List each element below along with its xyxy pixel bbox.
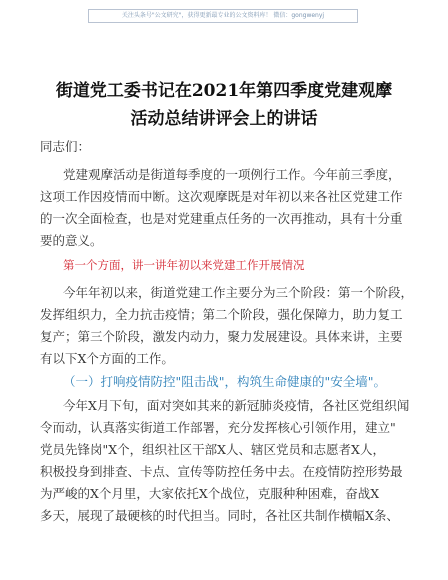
subsection-heading: （一）打响疫情防控"阻击战"，构筑生命健康的"安全墙"。 <box>63 374 386 389</box>
paragraph-line: 为严峻的X个月里，大家依托X个战位，克服种种困难，奋战X <box>40 486 380 501</box>
paragraph-line: 发挥组织力，全力抗击疫情；第二个阶段，强化保障力，助力复工 <box>40 307 403 322</box>
paragraph-line: 有以下X个方面的工作。 <box>40 351 174 366</box>
paragraph-line: 这项工作因疫情而中断。这次观摩既是对年初以来各社区党建工作 <box>40 189 403 204</box>
paragraph-line: 党建观摩活动是街道每季度的一项例行工作。今年前三季度， <box>63 167 401 182</box>
paragraph-line: 要的意义。 <box>40 233 103 248</box>
document-title-line-1: 街道党工委书记在2021年第四季度党建观摩 <box>55 81 393 101</box>
paragraph-line: 今年X月下旬，面对突如其来的新冠肺炎疫情，各社区党组织闻 <box>63 398 410 413</box>
header-banner: 关注头条号"公文研究"，获得更新最专业的公文资料库！ 微信：gongwenyj <box>88 9 358 23</box>
salutation: 同志们： <box>40 139 91 154</box>
paragraph-line: 积极投身到排查、卡点、宣传等防控任务中去。在疫情防控形势最 <box>40 464 403 479</box>
paragraph-line: 令而动，认真落实街道工作部署，充分发挥核心引领作用，建立" <box>40 420 396 435</box>
document-title-line-2: 活动总结讲评会上的讲话 <box>130 109 318 129</box>
paragraph-line: 的一次全面检查，也是对党建重点任务的一次再推动，具有十分重 <box>40 211 403 226</box>
paragraph-line: 今年年初以来，街道党建工作主要分为三个阶段：第一个阶段， <box>63 285 414 300</box>
section-heading: 第一个方面，讲一讲年初以来党建工作开展情况 <box>63 258 305 272</box>
paragraph-line: 党员先锋岗"X个，组织社区干部X人、辖区党员和志愿者X人， <box>40 442 385 457</box>
paragraph-line: 多天，展现了最硬核的时代担当。同时，各社区共制作横幅X条、 <box>40 508 399 523</box>
paragraph-line: 复产；第三个阶段，激发内动力，聚力发展建设。具体来讲，主要 <box>40 329 403 344</box>
